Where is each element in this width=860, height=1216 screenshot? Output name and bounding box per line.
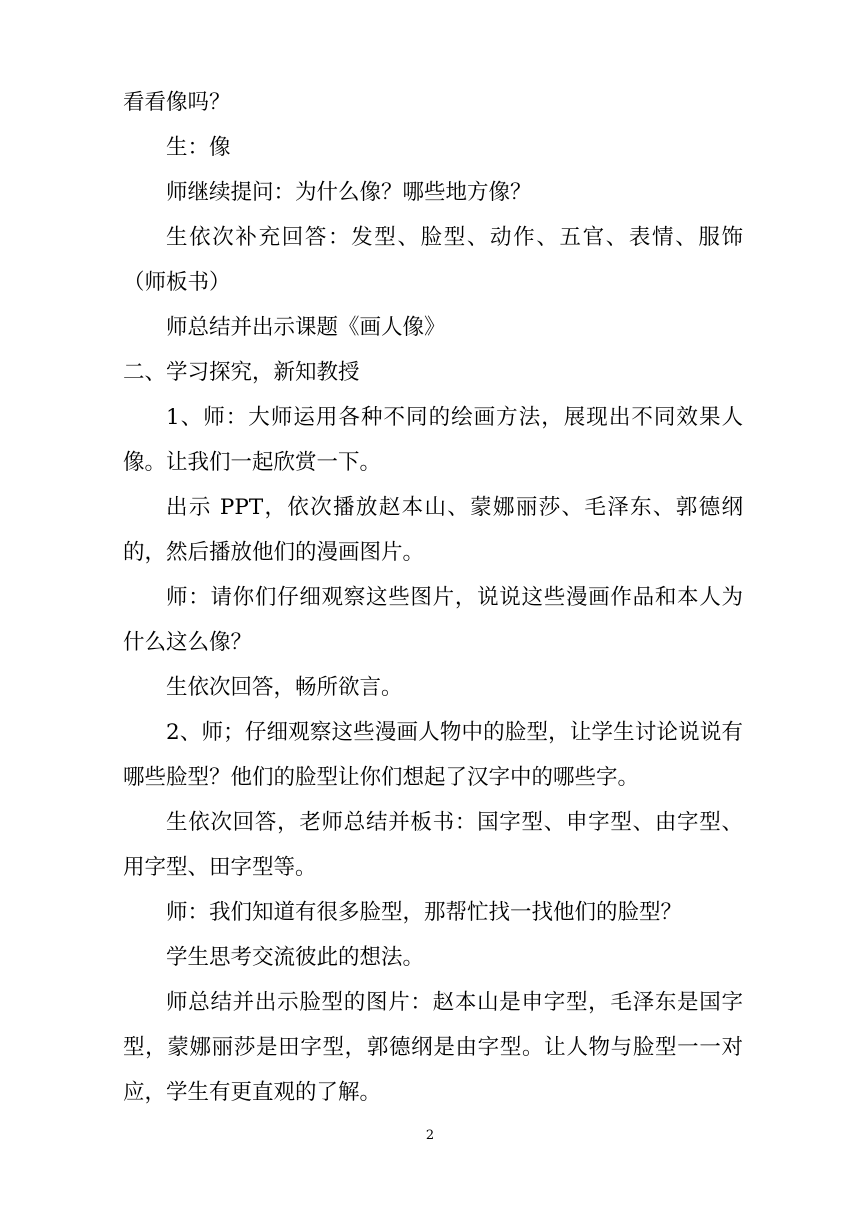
document-body [123,80,743,1115]
paragraph: 生依次回答，畅所欲言。 [166,675,403,700]
paragraph: 2、师；仔细观察这些漫画人物中的脸型，让学生讨论说说有哪些脸型？他们的脸型让你们想起了汉字中的哪些字。 [123,720,743,790]
section-heading: 二、学习探究，新知教授 [123,360,360,385]
paragraph: 师：我们知道有很多脸型，那帮忙找一找他们的脸型？ [166,900,683,925]
paragraph: 生依次补充回答：发型、脸型、动作、五官、表情、服饰（师板书） [123,225,743,295]
paragraph: 师总结并出示脸型的图片：赵本山是申字型，毛泽东是国字型，蒙娜丽莎是田字型，郭德纲是由字型。让人物与脸型一一对应，学生有更直观的了解。 [123,990,743,1105]
paragraph: 出示 PPT，依次播放赵本山、蒙娜丽莎、毛泽东、郭德纲的，然后播放他们的漫画图片。 [123,495,743,565]
paragraph: 看看像吗？ [123,90,231,115]
paragraph: 师总结并出示课题《画人像》 [166,315,446,340]
paragraph: 学生思考交流彼此的想法。 [166,945,425,970]
paragraph: 师：请你们仔细观察这些图片，说说这些漫画作品和本人为什么这么像？ [123,585,743,655]
paragraph: 师继续提问：为什么像？哪些地方像？ [166,180,532,205]
paragraph: 生依次回答，老师总结并板书：国字型、申字型、由字型、用字型、田字型等。 [123,810,743,880]
paragraph: 生：像 [166,135,231,160]
paragraph: 1、师：大师运用各种不同的绘画方法，展现出不同效果人像。让我们一起欣赏一下。 [123,405,743,475]
page-number: 2 [425,1128,435,1143]
